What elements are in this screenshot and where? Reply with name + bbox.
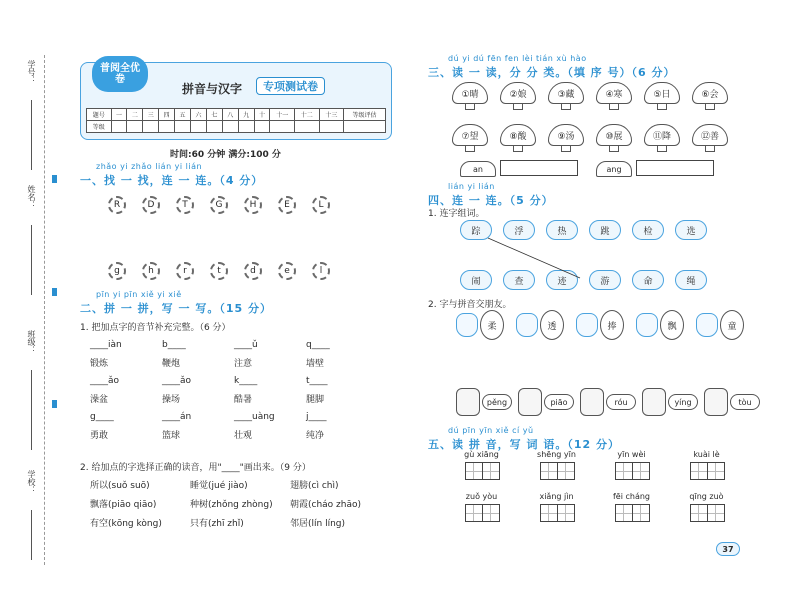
robot-pinyin-pair [518,388,574,416]
score-grade-cell[interactable] [270,121,295,133]
syllable-blank[interactable]: ____ǎo [90,376,120,386]
mushroom-stem [705,146,715,152]
snail-char-top[interactable]: 浮 [503,220,535,240]
score-grade-cell[interactable] [319,121,344,133]
page-subtitle [256,77,325,95]
binding-marker [52,288,57,296]
mushroom-stem [465,146,475,152]
score-row-header [87,109,386,121]
mushroom-char[interactable] [548,124,584,152]
s1-lower-row [108,262,330,280]
letter-gear-lower[interactable]: g [108,262,126,280]
robot-pinyin-pair [456,388,512,416]
frog-char-pair [456,310,504,340]
s4-title: 四、连 一 连。（5 分） [428,194,554,207]
syllable-blank[interactable]: k____ [234,376,258,386]
word-item: 澡盆 [90,395,109,405]
badge [92,56,148,92]
pronunciation-choice[interactable]: 朝霞(cháo zhāo) [290,500,362,510]
char-oval[interactable]: 飘 [660,310,684,340]
syllable-blank[interactable]: j____ [306,412,327,422]
mushroom-stem [705,104,715,110]
letter-gear-upper[interactable]: D [142,196,160,214]
frog-char-pair [636,310,684,340]
word-pinyin-row [444,492,744,504]
mushroom-cap: ⑦望 [452,124,488,146]
word-item: 壮观 [234,431,253,441]
score-header-cell: 九 [238,109,254,121]
mushroom-char[interactable] [644,124,680,152]
tianzige-cell[interactable] [707,504,725,522]
score-header-cell: 六 [191,109,207,121]
pinyin-box[interactable]: pěng [482,394,512,410]
syllable-blank[interactable]: ____uàng [234,412,275,422]
snail-char-top[interactable]: 踪 [460,220,492,240]
pronunciation-choice[interactable]: 睡觉(jué jiào) [190,481,248,491]
mushroom-cap: ⑤日 [644,82,680,104]
name-line [31,225,32,295]
pinyin-box[interactable]: piāo [544,394,574,410]
letter-gear-lower[interactable]: r [176,262,194,280]
tianzige-cell[interactable] [557,462,575,480]
tianzige-row [444,504,744,528]
frog-icon [696,313,718,337]
score-table [86,108,386,133]
letter-gear-upper[interactable]: L [312,196,330,214]
frog-char-pair [696,310,744,340]
robot-icon [580,388,604,416]
pronunciation-choice[interactable]: 翅膀(cì chì) [290,481,339,491]
word-pinyin: qīng zuò [689,492,724,501]
s4-q2: 2. 字与拼音交朋友。 [428,300,512,310]
mushroom-stem [513,146,523,152]
syllable-blank[interactable]: ____án [162,412,192,422]
mushroom-cap: ⑪降 [644,124,680,146]
letter-gear-upper[interactable]: R [108,196,126,214]
char-oval[interactable]: 捧 [600,310,624,340]
s2-grid [90,340,380,448]
s5-pinyin: dú pīn yīn xiě cí yǔ [448,426,534,435]
score-header-cell: 题号 [87,109,112,121]
syllable-row [90,412,380,428]
class-line [31,370,32,450]
score-row-grade [87,121,386,133]
mushroom-cap: ①晴 [452,82,488,104]
score-grade-cell[interactable] [238,121,254,133]
choice-row [90,497,390,516]
syllable-blank[interactable]: b____ [162,340,186,350]
mushroom-cap: ③藏 [548,82,584,104]
name-label: 姓名： [27,185,36,209]
score-header-cell: 一 [111,109,127,121]
pronunciation-choice[interactable]: 种树(zhǒng zhòng) [190,500,273,510]
pronunciation-choice[interactable]: 有空(kōng kòng) [90,519,162,529]
snail-char-top[interactable]: 跳 [589,220,621,240]
letter-gear-upper[interactable]: E [278,196,296,214]
s2-choices [90,478,390,535]
mushroom-cap: ⑩展 [596,124,632,146]
syllable-blank[interactable]: q____ [306,340,330,350]
score-grade-cell[interactable] [159,121,175,133]
tianzige-cell[interactable] [615,462,633,480]
word-pinyin: xiǎng jìn [539,492,574,501]
syllable-row [90,376,380,392]
class-label: 班级： [27,330,36,354]
char-oval[interactable]: 柔 [480,310,504,340]
mushroom-stem [561,146,571,152]
cat-an-text: an [473,164,483,174]
s4-pinyin: lián yi lián [448,182,495,191]
score-header-cell: 八 [222,109,238,121]
word-item: 篮球 [162,431,181,441]
mushroom-cap: ④寒 [596,82,632,104]
s2-q1: 1. 把加点字的音节补充完整。（6 分） [80,323,231,333]
score-header-cell: 三 [143,109,159,121]
frog-icon [516,313,538,337]
tianzige-cell[interactable] [465,462,483,480]
score-header-cell: 十 [254,109,270,121]
id-label: 学号： [27,60,36,84]
tianzige-pair [519,462,594,486]
syllable-blank[interactable]: ____ǎo [162,376,192,386]
tianzige-pair [444,462,519,486]
tianzige-cell[interactable] [540,462,558,480]
word-pinyin: yīn wèi [617,450,646,459]
word-row [90,356,380,376]
pronunciation-choice[interactable]: 邻居(lín líng) [290,519,346,529]
frog-char-pair [516,310,564,340]
s3-title: 三、读 一 读，分 分 类。（填 序 号）（6 分） [428,66,676,79]
s2-pinyin: pīn yi pīn xiě yi xiě [96,290,182,299]
word-item: 鞭炮 [162,359,181,369]
snail-char-bottom[interactable]: 迹 [546,270,578,290]
ang-answer-box[interactable] [636,160,714,176]
word-item: 腿脚 [306,395,325,405]
mushroom-char[interactable] [500,82,536,110]
s3-row2 [452,124,728,152]
word-item: 注意 [234,359,253,369]
robot-icon [518,388,542,416]
robot-icon [456,388,480,416]
s3-pinyin: dú yi dú fēn fen lèi tián xù hào [448,54,587,63]
tianzige-pair [594,462,669,486]
s1-title: 一、找 一 找，连 一 连。（4 分） [80,174,264,187]
mushroom-char[interactable] [644,82,680,110]
school-line [31,510,32,560]
robot-icon [704,388,728,416]
mushroom-cap: ⑨汤 [548,124,584,146]
an-answer-box[interactable] [500,160,578,176]
tianzige-cell[interactable] [482,504,500,522]
syllable-blank[interactable]: t____ [306,376,328,386]
mushroom-char[interactable] [452,124,488,152]
letter-gear-lower[interactable]: d [244,262,262,280]
mushroom-char[interactable] [692,124,728,152]
mushroom-cap: ⑫善 [692,124,728,146]
frog-icon [576,313,598,337]
pinyin-box[interactable]: tòu [730,394,760,410]
mushroom-stem [609,146,619,152]
page-number-badge [716,542,740,556]
s3-row1 [452,82,728,110]
mushroom-stem [657,146,667,152]
s2-title: 二、拼 一 拼，写 一 写。（15 分） [80,302,272,315]
frog-icon [456,313,478,337]
mushroom-stem [657,104,667,110]
snail-char-bottom[interactable]: 命 [632,270,664,290]
score-grade-cell[interactable] [143,121,159,133]
page-title: 拼音与汉字 [182,82,243,96]
letter-gear-lower[interactable]: l [312,262,330,280]
time-info: 时间:60 分钟 满分:100 分 [170,150,281,160]
robot-icon [642,388,666,416]
tianzige-pair [669,504,744,528]
score-grade-cell[interactable] [175,121,191,133]
mushroom-char[interactable] [596,82,632,110]
word-item: 酷暑 [234,395,253,405]
letter-gear-upper[interactable]: H [244,196,262,214]
letter-gear-upper[interactable]: G [210,196,228,214]
tianzige-cell[interactable] [482,462,500,480]
snail-char-top[interactable]: 检 [632,220,664,240]
score-grade-cell[interactable] [254,121,270,133]
word-item: 勇敢 [90,431,109,441]
score-grade-cell[interactable] [127,121,143,133]
word-pinyin: shēng yīn [537,450,576,459]
word-pinyin: gù xiāng [464,450,499,459]
tianzige-pair [444,504,519,528]
s5-grid [444,450,744,534]
score-grade-cell[interactable] [222,121,238,133]
s1-pinyin: zhǎo yi zhǎo lián yi lián [96,162,203,171]
tianzige-pair [594,504,669,528]
pinyin-box[interactable]: yíng [668,394,698,410]
syllable-blank[interactable]: ____iàn [90,340,122,350]
mushroom-char[interactable] [596,124,632,152]
word-item: 墙壁 [306,359,325,369]
word-row [90,392,380,412]
score-grade-cell[interactable] [191,121,207,133]
s4-char-row [456,310,744,340]
s2-q2: 2. 给加点的字选择正确的读音，用"____"画出来。（9 分） [80,463,311,473]
char-oval[interactable]: 透 [540,310,564,340]
mushroom-stem [513,104,523,110]
tianzige-pair [669,462,744,486]
robot-pinyin-pair [580,388,636,416]
snail-char-bottom[interactable]: 绳 [675,270,707,290]
choice-row [90,516,390,535]
tianzige-row [444,462,744,486]
score-header-cell: 五 [175,109,191,121]
score-header-cell: 等级评估 [344,109,386,121]
cat-ang-text: ang [606,164,622,174]
score-grade-cell[interactable] [206,121,222,133]
frog-char-pair [576,310,624,340]
syllable-blank[interactable]: g____ [90,412,114,422]
s4-q1: 1. 连字组词。 [428,209,485,219]
syllable-blank[interactable]: ____ǔ [234,340,258,350]
snail-char-top[interactable]: 选 [675,220,707,240]
mushroom-char[interactable] [548,82,584,110]
cat-ang [596,161,632,177]
tianzige-cell[interactable] [690,462,708,480]
word-item: 锻炼 [90,359,109,369]
score-header-cell: 四 [159,109,175,121]
tianzige-cell[interactable] [690,504,708,522]
snail-char-bottom[interactable]: 游 [589,270,621,290]
robot-pinyin-pair [642,388,698,416]
score-header-cell: 十三 [319,109,344,121]
binding-line [44,55,45,565]
mushroom-cap: ⑥会 [692,82,728,104]
mushroom-char[interactable] [452,82,488,110]
tianzige-cell[interactable] [615,504,633,522]
word-pinyin: zuǒ yòu [465,492,498,501]
tianzige-pair [519,504,594,528]
score-grade-cell[interactable] [295,121,320,133]
score-grade-cell: 等级 [87,121,112,133]
pronunciation-choice[interactable]: 飘落(piāo qiāo) [90,500,157,510]
pronunciation-choice[interactable]: 所以(suǒ suō) [90,481,150,491]
score-header-cell: 十一 [270,109,295,121]
word-item: 纯净 [306,431,325,441]
badge-text: 普阅全优卷 [100,63,140,85]
choice-row [90,478,390,497]
s1-upper-row [108,196,330,214]
snail-char-bottom[interactable]: 查 [503,270,535,290]
s4-pinyin-row [456,388,760,416]
score-grade-cell[interactable] [111,121,127,133]
word-row [90,428,380,448]
page-number: 37 [722,544,734,554]
mushroom-cap: ②娘 [500,82,536,104]
example-connection-line [460,220,720,300]
frog-icon [636,313,658,337]
word-pinyin: fēi cháng [612,492,651,501]
pronunciation-choice[interactable]: 只有(zhī zhǐ) [190,519,244,529]
subtitle-text: 专项测试卷 [263,80,318,93]
score-grade-cell[interactable] [344,121,386,133]
mushroom-stem [561,104,571,110]
mushroom-char[interactable] [692,82,728,110]
word-pinyin: kuài lè [693,450,720,459]
school-label: 学校： [27,470,36,494]
score-header-cell: 七 [206,109,222,121]
letter-gear-lower[interactable]: e [278,262,296,280]
syllable-row [90,340,380,356]
score-header-cell: 十二 [295,109,320,121]
id-line [31,100,32,170]
mushroom-cap: ⑧酸 [500,124,536,146]
tianzige-cell[interactable] [540,504,558,522]
tianzige-cell[interactable] [465,504,483,522]
snail-char-top[interactable]: 热 [546,220,578,240]
tianzige-cell[interactable] [632,504,650,522]
pinyin-box[interactable]: róu [606,394,636,410]
tianzige-cell[interactable] [707,462,725,480]
letter-gear-lower[interactable]: h [142,262,160,280]
snail-char-bottom[interactable]: 闹 [460,270,492,290]
word-item: 操场 [162,395,181,405]
binding-marker [52,175,57,183]
score-header-cell: 二 [127,109,143,121]
robot-pinyin-pair [704,388,760,416]
word-pinyin-row [444,450,744,462]
letter-gear-lower[interactable]: t [210,262,228,280]
tianzige-cell[interactable] [632,462,650,480]
char-oval[interactable]: 童 [720,310,744,340]
mushroom-stem [609,104,619,110]
mushroom-stem [465,104,475,110]
tianzige-cell[interactable] [557,504,575,522]
mushroom-char[interactable] [500,124,536,152]
cat-an [460,161,496,177]
letter-gear-upper[interactable]: T [176,196,194,214]
s5-title: 五、读 拼 音，写 词 语。（12 分） [428,438,620,451]
binding-marker [52,400,57,408]
